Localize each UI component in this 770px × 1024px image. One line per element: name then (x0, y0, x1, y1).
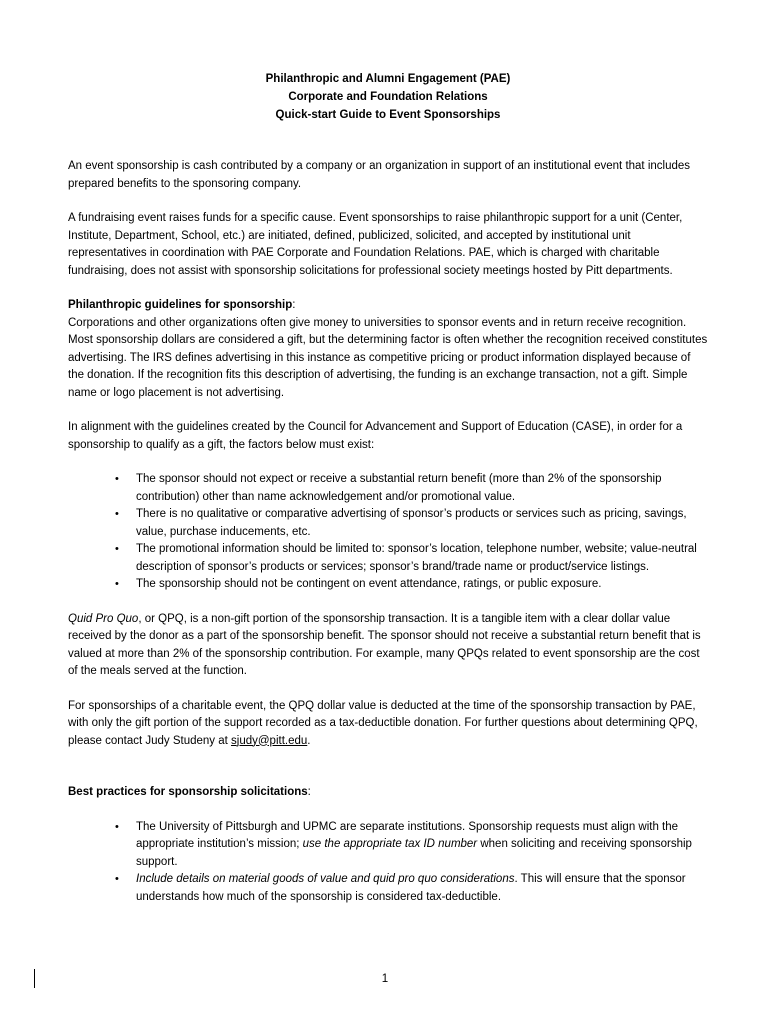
bullet-icon: • (115, 873, 119, 885)
qpq-paragraph-2-end: . (307, 734, 311, 747)
list-item-text-end: when soliciting and receiving sponsorship support. (136, 838, 692, 868)
qpq-paragraph-1-text: , or QPQ, is a non-gift portion of the sponsorship transaction. It is a tangible item with a clear dollar value received by the donor as a part of the sponsorship benefit. The sponsor should not receive a substantial return benefit that is valued at more than 2% of the sponsorship contribution. For example, many QPQs related to event sponsorship are the cost of the meals served at the function. (68, 612, 701, 677)
bullet-icon: • (115, 473, 119, 485)
qpq-paragraph-2 (68, 698, 708, 751)
intro-paragraph-2: A fundraising event raises funds for a specific cause. Event sponsorships to raise philanthropic support for a unit (Center, Institute, Department, School, etc.) are initiated, defined, publicized, solicited, and accepted by institutional unit representatives in coordination with PAE Corporate and Foundation Relations. PAE, which is charged with charitable fundraising, does not assist with sponsorship solicitations for professional society meetings hosted by Pitt departments. (68, 212, 683, 277)
guidelines-heading (68, 297, 708, 315)
list-item (115, 471, 708, 506)
list-item-text: The sponsorship should not be contingent on event attendance, ratings, or public exposure. (136, 578, 602, 590)
qpq-paragraph-2-text: For sponsorships of a charitable event, the QPQ dollar value is deducted at the time of the sponsorship transaction by PAE, with only the gift portion of the support recorded as a tax-deductible donation. For further questions about determining QPQ, please contact Judy Studeny at (68, 699, 698, 747)
list-item (115, 819, 708, 872)
list-item (115, 871, 708, 906)
best-practices-heading (68, 784, 708, 802)
best-practices-list (68, 819, 708, 907)
intro-paragraph-1: An event sponsorship is cash contributed by a company or an organization in support of an institutional event that includes prepared benefits to the sponsoring company. (68, 160, 691, 190)
list-item-text: The promotional information should be limited to: sponsor’s location, telephone number, website; value-neutral description of sponsor’s products or services; sponsor’s brand/trade name or product/service listings. (136, 543, 697, 573)
list-item-text-end: . This will ensure that the sponsor understands how much of the sponsorship is considered tax-deductible. (136, 873, 686, 903)
qpq-paragraph-1 (68, 611, 708, 681)
list-item-text: The University of Pittsburgh and UPMC are separate institutions. Sponsorship requests must align with the appropriate institution’s mission; (136, 820, 679, 850)
gift-factors-list (68, 471, 708, 594)
case-intro-paragraph: In alignment with the guidelines created by the Council for Advancement and Support of Education (CASE), in order for a sponsorship to qualify as a gift, the factors below must exist: (68, 421, 683, 451)
header-line-1: Philanthropic and Alumni Engagement (PAE) (265, 73, 511, 85)
bullet-icon: • (115, 508, 119, 520)
list-item-text: The sponsor should not expect or receive a substantial return benefit (more than 2% of the sponsorship contribution) other than name acknowledgement and/or promotional value. (136, 473, 662, 503)
page-number: 1 (381, 973, 389, 985)
bullet-icon: • (115, 820, 119, 833)
guidelines-body: Corporations and other organizations often give money to universities to sponsor events and in return receive recognition. Most sponsorship dollars are considered a gift, but the determining factor is often whether the recognition received constitutes advertising. The IRS defines advertising in this instance as competitive pricing or product information displayed because of the donation. If the recognition fits this description of advertising, the funding is an exchange transaction, not a gift. Simple name or logo placement is not advertising. (68, 316, 708, 399)
document-page (68, 70, 708, 906)
best-practices-heading-colon: : (307, 786, 311, 798)
contact-email-link[interactable]: sjudy@pitt.edu (231, 734, 308, 747)
list-item (115, 506, 708, 541)
list-item (115, 576, 708, 594)
bullet-icon: • (115, 578, 119, 590)
list-item-text: There is no qualitative or comparative advertising of sponsor’s products or services such as pricing, savings, value, purchase inducements, etc. (136, 508, 687, 538)
best-practices-heading-text: Best practices for sponsorship solicitations (68, 786, 308, 798)
header-line-3: Quick-start Guide to Event Sponsorships (275, 109, 501, 121)
header-line-2: Corporate and Foundation Relations (288, 91, 488, 103)
bullet-icon: • (115, 543, 119, 555)
guidelines-heading-colon: : (292, 299, 296, 311)
list-item (115, 541, 708, 576)
list-item-italic-text: Include details on material goods of value and quid pro quo considerations (136, 873, 515, 885)
list-item-italic-text: use the appropriate tax ID number (302, 838, 478, 850)
guidelines-heading-text: Philanthropic guidelines for sponsorship (68, 299, 293, 311)
document-header (68, 70, 708, 124)
qpq-term: Quid Pro Quo (68, 612, 139, 625)
